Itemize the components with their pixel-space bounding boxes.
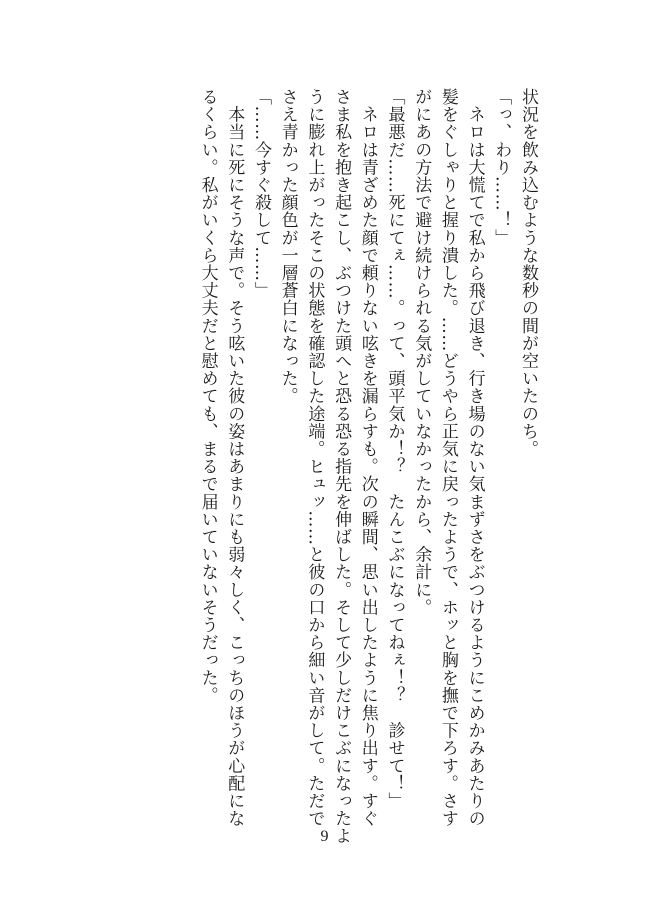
text-line: 「っ、わり……！」: [491, 88, 512, 247]
page-number: 9: [320, 828, 329, 845]
text-line: 本当に死にそうな声で。そう呟いた彼の姿はあまりにも弱々しく、こっちのほうが心配にな: [224, 88, 245, 828]
text-line: さえ青かった顔色が一層蒼白になった。: [277, 88, 298, 405]
text-line: 「最悪だ……死にてぇ……。って、頭平気か！？ たんこぶになってねぇ！？ 診せて！」: [384, 88, 405, 810]
text-line: さま私を抱き起こし、ぶつけた頭へと恐る恐る指先を伸ばした。そして少しだけこぶになったよ: [331, 88, 352, 845]
text-line: がにあの方法で避け続けられる気がしていなかったから、余計に。: [411, 88, 432, 616]
text-line: 髪をぐしゃりと握り潰した。……どうやら正気に戻ったようで、ホッと胸を撫で下ろす。さす: [437, 88, 458, 828]
text-line: ネロは大慌てで私から飛び退き、行き場のない気まずさをぶつけるようにこめかみあたりの: [464, 88, 485, 828]
text-line: 「……今すぐ殺して……」: [250, 88, 271, 300]
text-line: 状況を飲み込むような数秒の間が空いたのち。: [518, 88, 538, 458]
text-line: ネロは青ざめた顔で頼りない呟きを漏らすも。次の瞬間、思い出したように焦り出す。すぐ: [357, 88, 378, 828]
text-line: るくらい。私がいくら大丈夫だと慰めても、まるで届いていないそうだった。: [197, 88, 218, 704]
vertical-text-body: [194, 88, 541, 845]
text-line: うに膨れ上がったそこの状態を確認した途端。ヒュッ……と彼の口から細い音がして。ただで: [304, 88, 325, 828]
